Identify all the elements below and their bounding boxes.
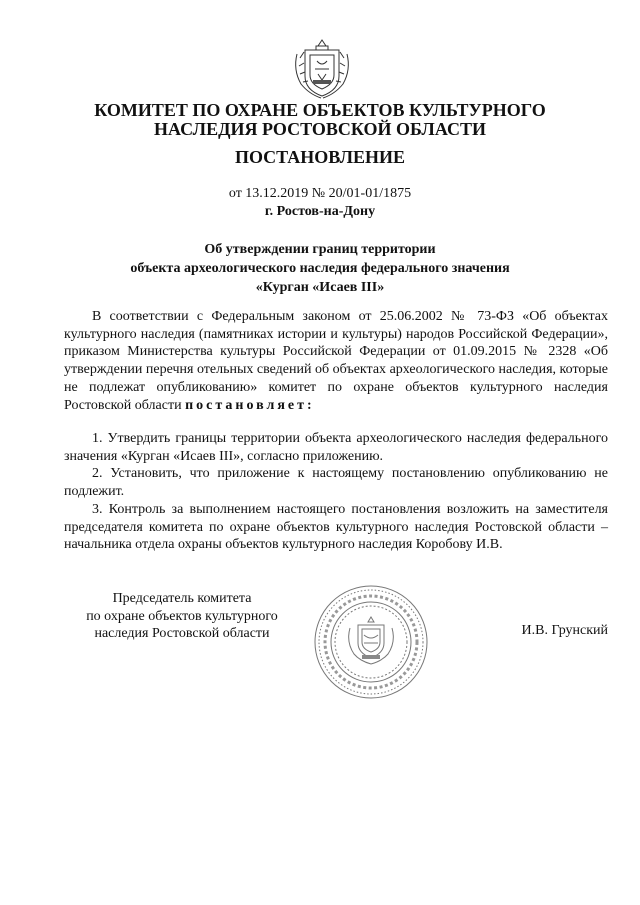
signer-title-line-2: по охране объектов культурного — [86, 608, 278, 624]
decree-item-2: 2. Установить, что приложение к настоящему постановлению опубликованию не подлежит. — [64, 466, 608, 500]
signer-title-line-3: наследия Ростовской области — [94, 626, 270, 642]
preamble-paragraph — [64, 308, 608, 414]
decree-items — [64, 430, 608, 554]
subject-line-1: Об утверждении границ территории — [204, 242, 436, 257]
subject-line-2: объекта археологического наследия федерального значения — [130, 261, 510, 276]
official-seal-stamp — [312, 583, 430, 701]
subject-line-3: «Курган «Исаев III» — [255, 280, 385, 295]
preamble-text: В соответствии с Федеральным законом от 25.06.2002 № 73-ФЗ «Об объектах культурного наследия (памятниках истории и культуры) народов Российской Федерации», приказом Министерства культуры Российской Федерации от 01.09.2015 № 2328 «Об утверждении перечня отельных сведений об объектах археологического наследия, которые не подлежат опубликованию» комитет по охране объектов культурного наследия Ростовской области — [64, 309, 608, 413]
signer-name: И.В. Грунский — [521, 623, 608, 638]
decree-word: постановляет: — [185, 397, 315, 413]
signer-title — [46, 590, 318, 643]
city: г. Ростов-на-Дону — [264, 204, 376, 219]
document-subject — [0, 240, 640, 297]
decree-item-3: 3. Контроль за выполнением настоящего постановления возложить на заместителя председателя комитета по охране объектов культурного наследия Ростовской области – начальника отдела охраны объектов культурного наследия Коробову И.В. — [64, 501, 608, 553]
signer-title-line-1: Председатель комитета — [112, 591, 252, 606]
decree-item-1: 1. Утвердить границы территории объекта археологического наследия федерального значения «Курган «Исаев III», согласно приложению. — [64, 431, 608, 464]
org-line-1: КОМИТЕТ ПО ОХРАНЕ ОБЪЕКТОВ КУЛЬТУРНОГО — [94, 100, 546, 120]
document-type: ПОСТАНОВЛЕНИЕ — [234, 147, 406, 167]
org-line-2: НАСЛЕДИЯ РОСТОВСКОЙ ОБЛАСТИ — [154, 119, 486, 139]
date-number: от 13.12.2019 № 20/01-01/1875 — [228, 186, 412, 201]
coat-of-arms-emblem — [291, 36, 353, 102]
organization-name — [0, 101, 640, 139]
